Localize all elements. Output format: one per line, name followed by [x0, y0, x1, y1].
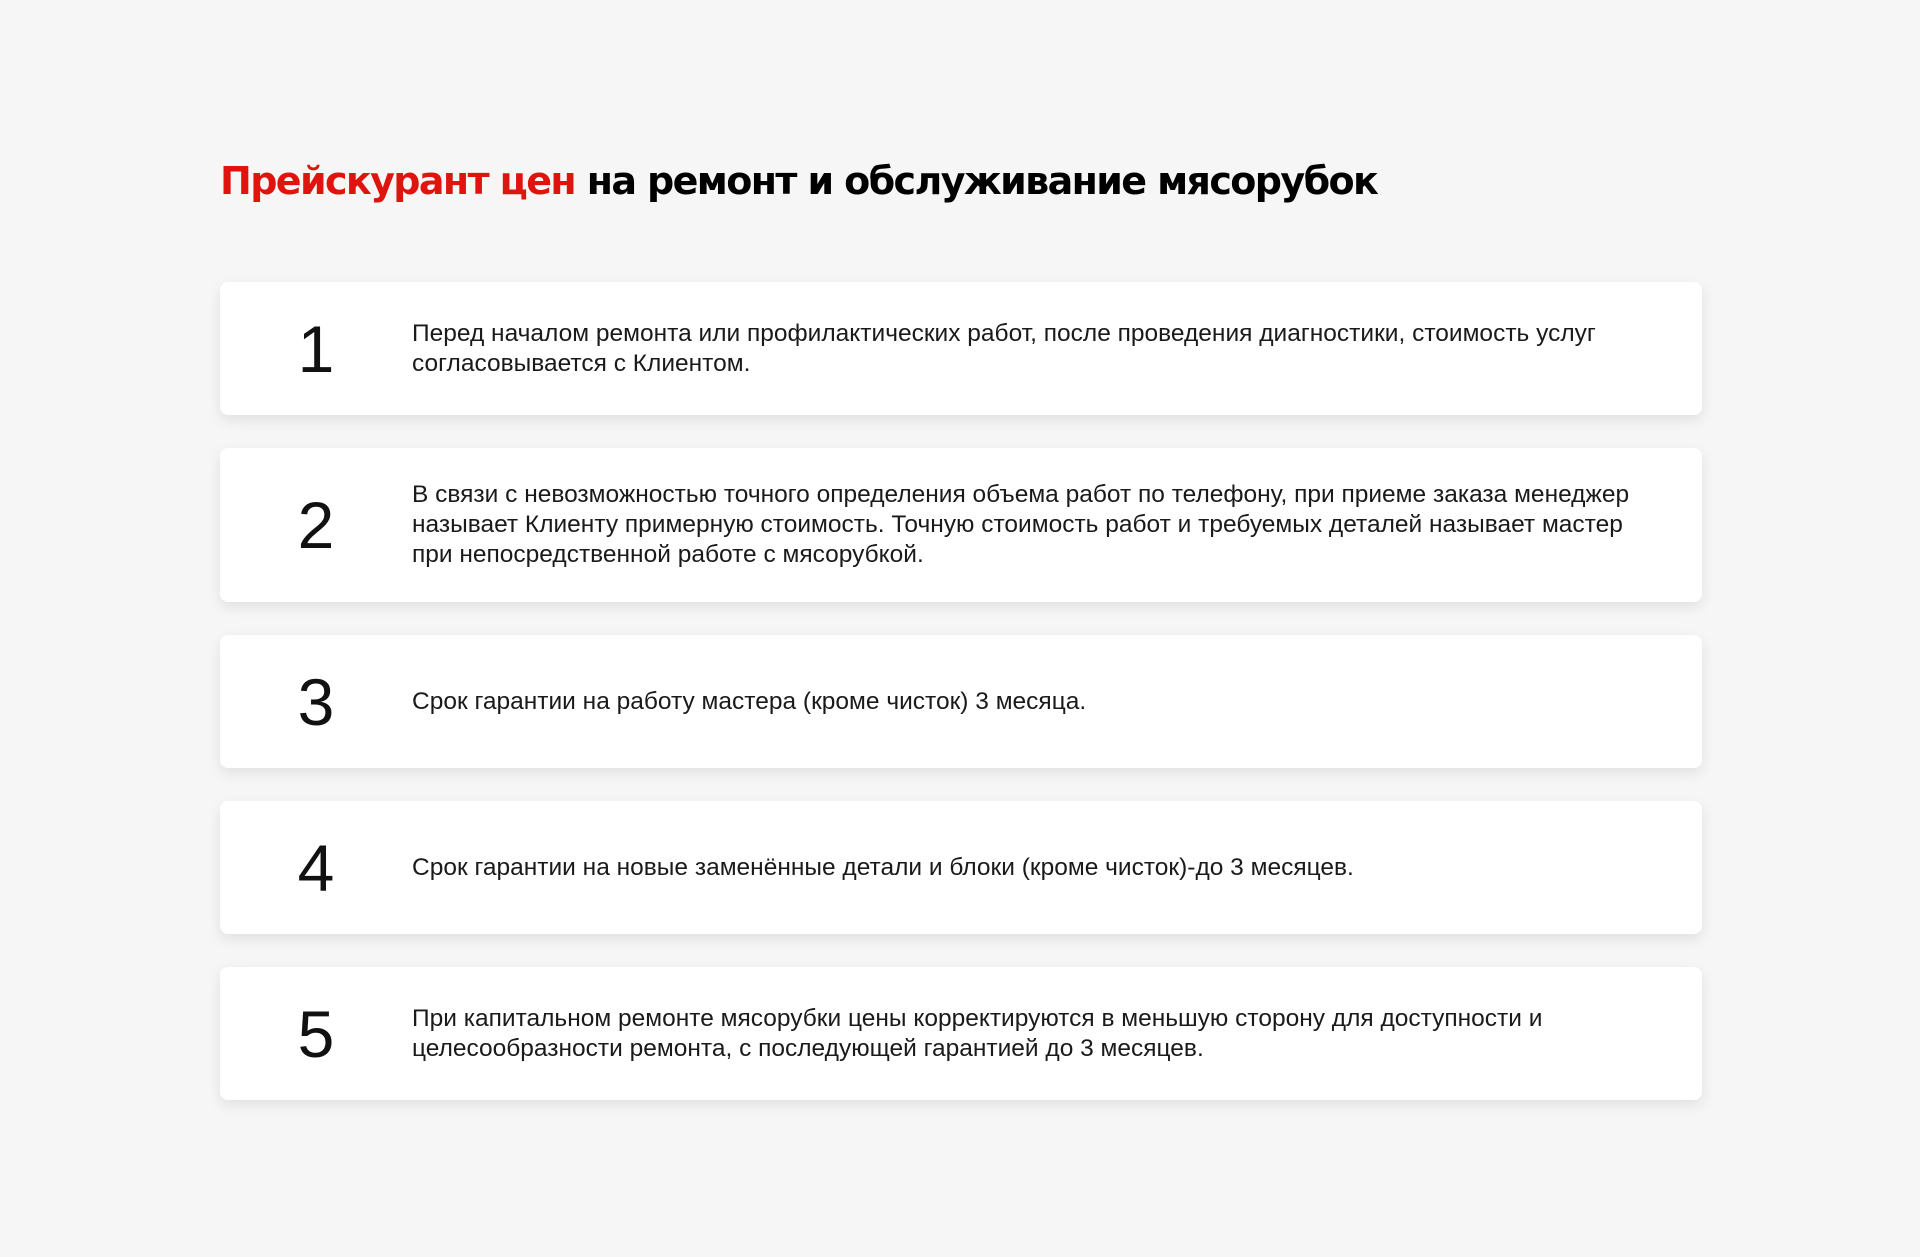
term-number: 1: [297, 311, 335, 386]
term-text: Перед началом ремонта или профилактических работ, после проведения диагностики, стоимость услуг согласовывается с Клиентом.: [412, 319, 1596, 377]
page-title: [220, 150, 1702, 212]
term-card-2: [220, 448, 1702, 602]
term-card-4: [220, 801, 1702, 934]
page-title-rest: на ремонт и обслуживание мясорубок: [586, 159, 1378, 203]
term-text: Срок гарантии на работу мастера (кроме чисток) 3 месяца.: [412, 687, 1087, 715]
page-title-accent: Прейскурант цен: [220, 159, 576, 203]
term-text: В связи с невозможностью точного определения объема работ по телефону, при приеме заказа менеджер называет Клиенту примерную стоимость. Точную стоимость работ и требуемых деталей называет мастер при непосредственной работе с мясорубкой.: [412, 481, 1630, 568]
term-text: При капитальном ремонте мясорубки цены корректируются в меньшую сторону для доступности и целесообразности ремонта, с последующей гарантией до 3 месяцев.: [412, 1004, 1543, 1062]
terms-list: [220, 282, 1702, 1133]
term-number: 4: [297, 830, 335, 905]
price-list-section: [220, 150, 1702, 1133]
term-number: 2: [297, 488, 335, 562]
term-number: 5: [297, 996, 335, 1071]
term-card-3: [220, 635, 1702, 768]
term-card-1: [220, 282, 1702, 415]
term-text: Срок гарантии на новые заменённые детали и блоки (кроме чисток)-до 3 месяцев.: [412, 853, 1354, 881]
term-card-5: [220, 967, 1702, 1100]
term-number: 3: [297, 664, 335, 739]
